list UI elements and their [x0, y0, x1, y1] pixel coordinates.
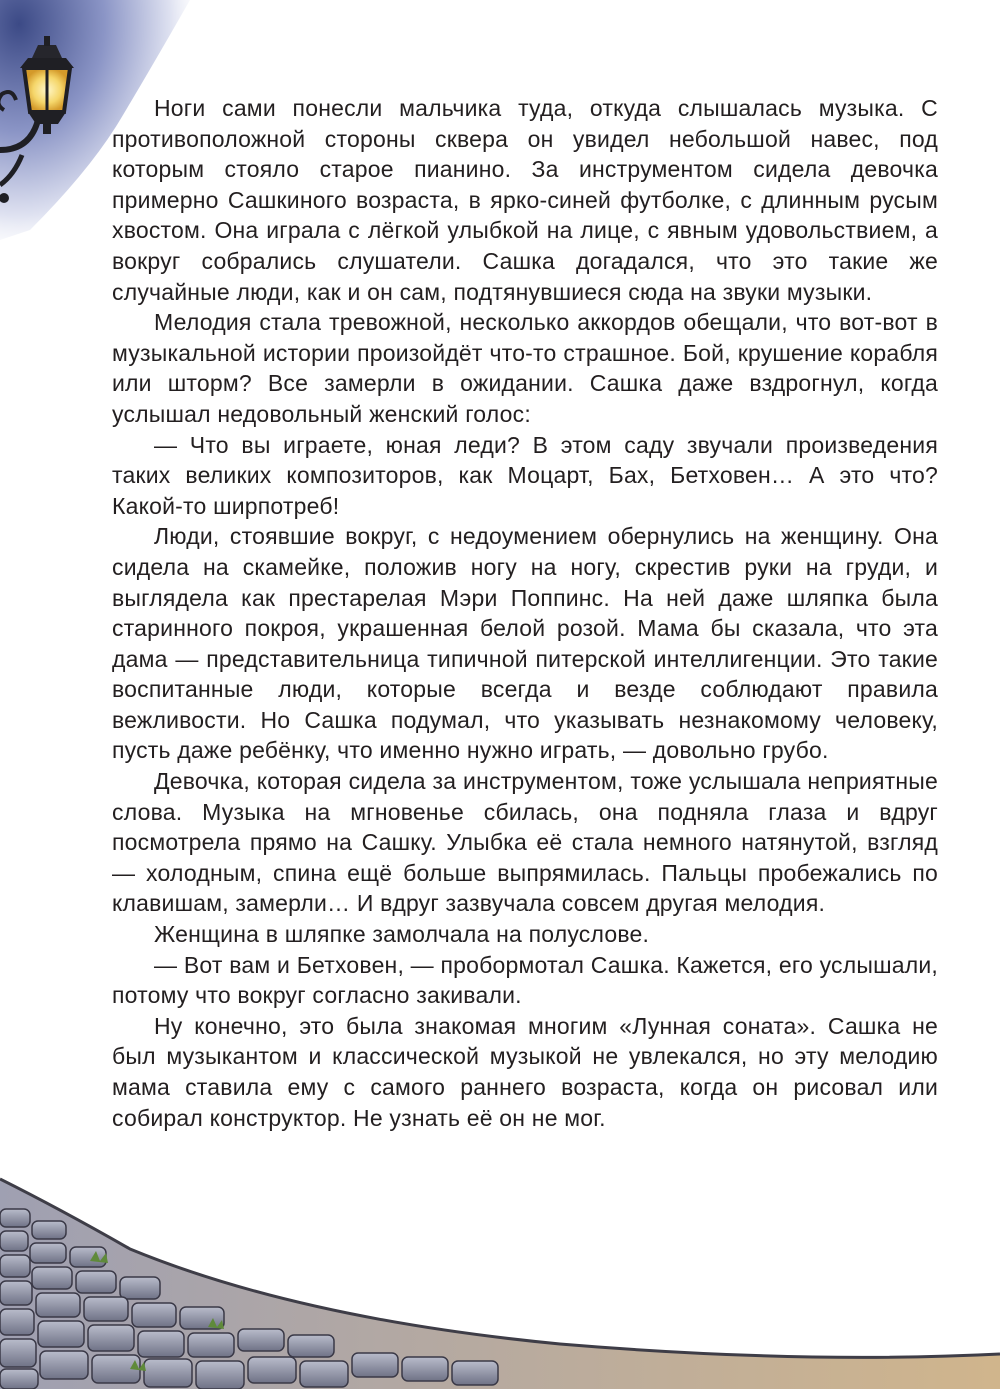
paragraph: — Что вы играете, юная леди? В этом саду звучали произведения таких великих композиторов, как Моцарт, Бах, Бетховен… А это что? Какой-то ширпотреб! [112, 431, 938, 519]
paragraph: — Вот вам и Бетховен, — пробормотал Сашка. Кажется, его услышали, потому что вокруг согласно закивали. [112, 951, 938, 1009]
paragraph: Люди, стоявшие вокруг, с недоумением обернулись на женщину. Она сидела на скамейке, положив ногу на ногу, скрестив руки на груди, и выглядела как престарелая Мэри Поппинс. На ней даже шляпка была старинного покроя, украшенная белой розой. Мама бы сказала, что эта дама — представительница типичной питерской интеллигенции. Это такие воспитанные люди, которые всегда и везде соблюдают правила вежливости. Но Сашка подумал, что указывать незнакомому человеку, пусть даже ребёнку, что именно нужно играть, — довольно грубо. [112, 523, 938, 764]
paragraph: Ноги сами понесли мальчика туда, откуда слышалась музыка. С противоположной стороны сквера он увидел небольшой навес, под которым стояло старое пианино. За инструментом сидела девочка примерно Сашкиного возраста, в ярко-синей футболке, с длинным русым хвостом. Она играла с лёгкой улыбкой на лице, с явным удовольствием, а вокруг собрались слушатели. Сашка догадался, что это такие же случайные люди, как и он сам, подтянувшиеся сюда на звуки музыки. [112, 95, 938, 305]
cobblestone-illustration [0, 1169, 1000, 1389]
story-text [112, 93, 938, 1133]
paragraph: Женщина в шляпке замолчала на полуслове. [154, 921, 650, 948]
paragraph: Ну конечно, это была знакомая многим «Лунная соната». Сашка не был музыкантом и классической музыкой не увлекался, но эту мелодию мама ставила ему с самого раннего возраста, когда он рисовал или собирал конструктор. Не узнать её он не мог. [112, 1012, 938, 1131]
paragraph: Девочка, которая сидела за инструментом, тоже услышала неприятные слова. Музыка на мгновенье сбилась, она подняла глаза и вдруг посмотрела прямо на Сашку. Улыбка её стала немного натянутой, взгляд — холодным, спина ещё больше выпрямилась. Пальцы пробежались по клавишам, замерли… И вдруг зазвучала совсем другая мелодия. [112, 768, 938, 917]
paragraph: Мелодия стала тревожной, несколько аккордов обещали, что вот-вот в музыкальной истории произойдёт что-то страшное. Бой, крушение корабля или шторм? Все замерли в ожидании. Сашка даже вздрогнул, когда услышал недовольный женский голос: [112, 309, 938, 427]
